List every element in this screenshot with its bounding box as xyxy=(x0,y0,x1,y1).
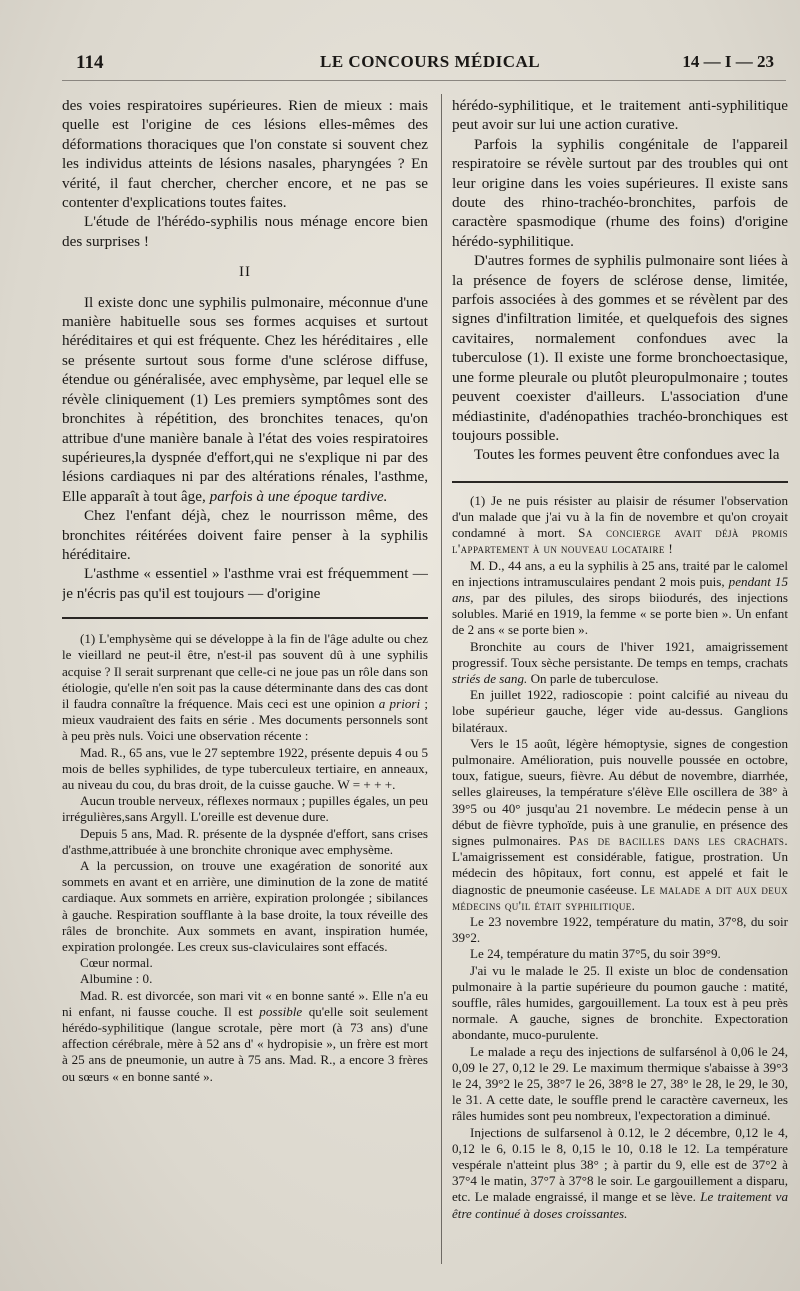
right-column xyxy=(452,96,788,1266)
issue-date: 14 — I — 23 xyxy=(682,52,774,71)
left-body-text xyxy=(62,96,428,603)
paragraph: Toutes les formes peuvent être confondues avec la xyxy=(474,446,780,464)
footnote-paragraph: Mad. R., 65 ans, vue le 27 septembre 1922, présente depuis 4 ou 5 mois de belles syphilides, de type tuberculeux tertiaire, en anneaux, au niveau du cou, du bras droit, de la cuisse gauche. W = + + +. xyxy=(62,744,428,792)
footnote-paragraph: Aucun trouble nerveux, réflexes normaux ; pupilles égales, un peu irrégulières,sans Argyll. L'oreille est devenue dure. xyxy=(62,793,428,825)
footnote-paragraph: Le malade a reçu des injections de sulfarsénol à 0,06 le 24, 0,09 le 27, 0,12 le 29. Le maximum thermique s'abaisse à 39°3 le 24, 39°2 le 25, 38°7 le 26, 38°8 le 27, 38° le 28, le 29, le 30, le 31. A cette date, le souffle prend le caractère caverneux, les râles humides sont peu nombreux, l'expectoration a diminué. xyxy=(452,1043,788,1124)
footnote-text: Bronchite au cours de l'hiver 1921, amaigrissement progressif. Toux sèche persistante. De temps en temps, crachats xyxy=(452,638,788,670)
footnote-text: Mad. R. est divorcée, son mari vit « en bonne santé ». Elle n'a eu ni enfant, ni fausse couche. Il est xyxy=(62,987,428,1019)
footnote-text: Injections de sulfarsenol à 0.12, le 2 décembre, 0,12 le 4, 0,12 le 6, 0.15 le 8, 0,15 le 10, 0.18 le 12. La température vespérale n'atteint plus 38° ; à partir du 9, elle est de 37°2 à 37°4 le matin, 37°7 à 37°8 le soir. Le gargouillement a disparu, etc. Le malade engraissé, il mange et se lève. xyxy=(452,1124,788,1205)
italic-phrase: Le traitement va être continué à doses croissantes. xyxy=(452,1189,788,1221)
footnote-text: qu'elle soit seulement hérédo-syphilitique (langue scrotale, père mort (à 73 ans) d'une affection cérébrale, mère à 52 ans d' « hydropisie », un frère est mort à 25 ans de pneumonie, un autre à 75 ans. Mad. R., a encore 3 frères ou sœurs « en bonne santé ». xyxy=(62,1003,428,1084)
footnote-paragraph: Le 23 novembre 1922, température du matin, 37°8, du soir 39°2. xyxy=(452,914,788,946)
small-caps-phrase: Pas de bacilles dans les crachats. xyxy=(569,832,788,848)
right-footnotes xyxy=(452,493,788,1222)
footnote-text: (1) Je ne puis résister au plaisir de résumer l'observation d'un malade que j'ai vu à la fin de novembre et qu'on croyait condamné à mort. xyxy=(452,492,788,541)
footnote-paragraph: A la percussion, on trouve une exagération de sonorité aux sommets en avant et en arrière, une diminution de la zone de matité cardiaque. Aux sommets en arrière, expiration prolongée ; sibilances à gauche. Respiration soufflante à la base droite, la toux réveille des râles de bronchite. Aux sommets en avant, inspiration humée, expiration prolongée. Les creux sus-claviculaires sont effacés. xyxy=(62,858,428,955)
italic-phrase: possible xyxy=(259,1003,303,1019)
footnote-paragraph xyxy=(62,631,428,744)
paragraph: D'autres formes de syphilis pulmonaire sont liées à la présence de foyers de sclérose dense, limitée, parfois associées à des gommes et se révèlent par des signes d'infiltration limitée, et quelquefois des signes cavitaires, normalement confondues avec la tuberculose (1). Il existe une forme bronchoectasique, une forme pleurale ou plutôt pleuropulmonaire ; toutes peuvent coexister d'ailleurs. L'association d'une médiastinite, d'adénopathies trachéo-bronchiques est toujours possible. xyxy=(452,252,788,444)
page-header xyxy=(76,52,776,78)
footnote-paragraph: Cœur normal. xyxy=(80,955,153,971)
paragraph-text: Il existe donc une syphilis pulmonaire, méconnue d'une manière habituelle sous ses formes acquises et surtout héréditaires et qui est fréquente. Chez les héréditaires , elle se présente surtout sous forme d'une sclérose diffuse, étendue ou généralisée, avec emphysème, par lequel elle se révèle cliniquement (1) Les premiers symptômes sont des bronchites à répétition, des bronchites tenaces, qu'on attribue d'une manière banale à l'état des voies respiratoires supérieures,la dyspnée d'effort,qui ne s'explique ni par des lésions cardiaques ni par des altérations rénales, l'asthme, Elle apparaît à tout âge, xyxy=(62,293,428,505)
footnote-paragraph: Albumine : 0. xyxy=(80,971,153,987)
paragraph: L'asthme « essentiel » l'asthme vrai est fréquemment — je n'écris pas qu'il est toujours — d'origine xyxy=(62,565,428,602)
footnote-text: M. D., 44 ans, a eu la syphilis à 25 ans, traité par le calomel en injections intramusculaires pendant 2 mois puis, xyxy=(452,557,788,589)
right-body-text xyxy=(452,96,788,465)
small-caps-phrase: Le malade a dit aux deux médecins qu'il était syphilitique. xyxy=(452,881,788,913)
footnote-paragraph xyxy=(452,1125,788,1222)
paragraph: Chez l'enfant déjà, chez le nourrisson même, des bronchites réitérées doivent faire penser à la syphilis héréditaire. xyxy=(62,507,428,563)
footnote-paragraph: En juillet 1922, radioscopie : point calcifié au niveau du lobe supérieur gauche, léger vide au-dessus. Ganglions bilatéraux. xyxy=(452,687,788,735)
footnote-text: L'amaigrissement est considérable, fatigue, prostration. Un médecin des hôpitaux, fort connu, est appelé et fait le diagnostic de pneumonie caséeuse. xyxy=(452,849,788,897)
footnote-paragraph xyxy=(62,988,428,1085)
footnote-paragraph xyxy=(452,736,788,914)
left-footnotes xyxy=(62,631,428,1085)
small-caps-phrase: Sa concierge avait déjà promis l'appartement à un nouveau locataire ! xyxy=(452,525,788,557)
footnote-text: (1) L'emphysème qui se développe à la fin de l'âge adulte ou chez le vieillard ne peut-il être, n'est-il pas souvent dû à une syphilis acquise ? Il serait surprenant que celle-ci ne joue pas un rôle dans son étiologie, qu'elle n'en soit pas la cause déterminante dans des cas dont il faudra connaître la fréquence. Mais ceci est une opinion xyxy=(62,631,428,711)
footnote-paragraph xyxy=(452,493,788,558)
paragraph: Parfois la syphilis congénitale de l'appareil respiratoire se révèle surtout par des troubles qui ont leur origine dans les voies supérieures. Il existe sans doute des rhino-trachéo-bronchites, parfois de caractère spasmodique (rhume des foins) d'origine hérédo-syphilitique. xyxy=(452,135,788,250)
column-divider xyxy=(441,94,442,1264)
footnote-text: Vers le 15 août, légère hémoptysie, signes de congestion pulmonaire. Amélioration, puis nouvelle poussée en octobre, toux, fatigue, sueurs, fièvre. Au début de novembre, diarrhée, selles glaireuses, la température s'élève Elle oscillera de 38° à 39°5 ou 40° jusqu'au 21 novembre. Le médecin pense à un début de fièvre typhoïde, puis à une granulie, en présence des signes pulmonaires. xyxy=(452,735,788,848)
footnote-paragraph: Le 24, température du matin 37°5, du soir 39°9. xyxy=(470,946,721,962)
footnote-text: , par des pilules, des sirops biiodurés, des injections solubles. Marié en 1919, la femme « se porte bien ». Un enfant de 2 ans « se porte bien ». xyxy=(452,589,788,638)
paragraph: L'étude de l'hérédo-syphilis nous ménage encore bien des surprises ! xyxy=(62,213,428,250)
footnote-rule xyxy=(62,617,428,619)
paragraph: hérédo-syphilitique, et le traitement anti-syphilitique peut avoir sur lui une action curative. xyxy=(452,97,788,134)
paragraph xyxy=(62,293,428,506)
left-column xyxy=(62,96,428,1266)
italic-phrase: parfois à une époque tardive. xyxy=(209,487,388,505)
footnote-text: ; mieux vaudraient des faits en série . Mes documents personnels sont à peu près nuls. Voici une observation récente : xyxy=(62,695,428,744)
footnote-rule xyxy=(452,481,788,483)
footnote-text: On parle de tuberculose. xyxy=(527,670,659,686)
paragraph: des voies respiratoires supérieures. Rien de mieux : mais quelle est l'origine de ces lésions elles-mêmes des déformations thoraciques que l'on constate si souvent chez les individus atteints de lésions nasales, pharyngées ? En vérité, il faut chercher, chercher encore, et ne pas se contenter d'explications toutes faites. xyxy=(62,97,428,212)
italic-phrase: pendant 15 ans xyxy=(452,573,788,605)
italic-phrase: striés de sang. xyxy=(452,670,528,686)
footnote-paragraph xyxy=(452,558,788,639)
page-number: 114 xyxy=(76,52,104,73)
italic-phrase: a priori xyxy=(378,695,421,711)
footnote-paragraph xyxy=(452,639,788,688)
footnote-paragraph: Depuis 5 ans, Mad. R. présente de la dyspnée d'effort, sans crises d'asthme,attribuée à une bronchite chronique avec emphysème. xyxy=(62,825,428,857)
journal-title: LE CONCOURS MÉDICAL xyxy=(320,52,541,71)
footnote-paragraph: J'ai vu le malade le 25. Il existe un bloc de condensation pulmonaire à la partie supérieure du poumon gauche : matité, souffle, râles humides, gargouillement. La toux est à peu près normale. A gauche, signes de bronchite. Expectoration abondante, muco-purulente. xyxy=(452,962,788,1043)
section-heading: II xyxy=(239,264,251,281)
header-rule xyxy=(62,80,786,81)
